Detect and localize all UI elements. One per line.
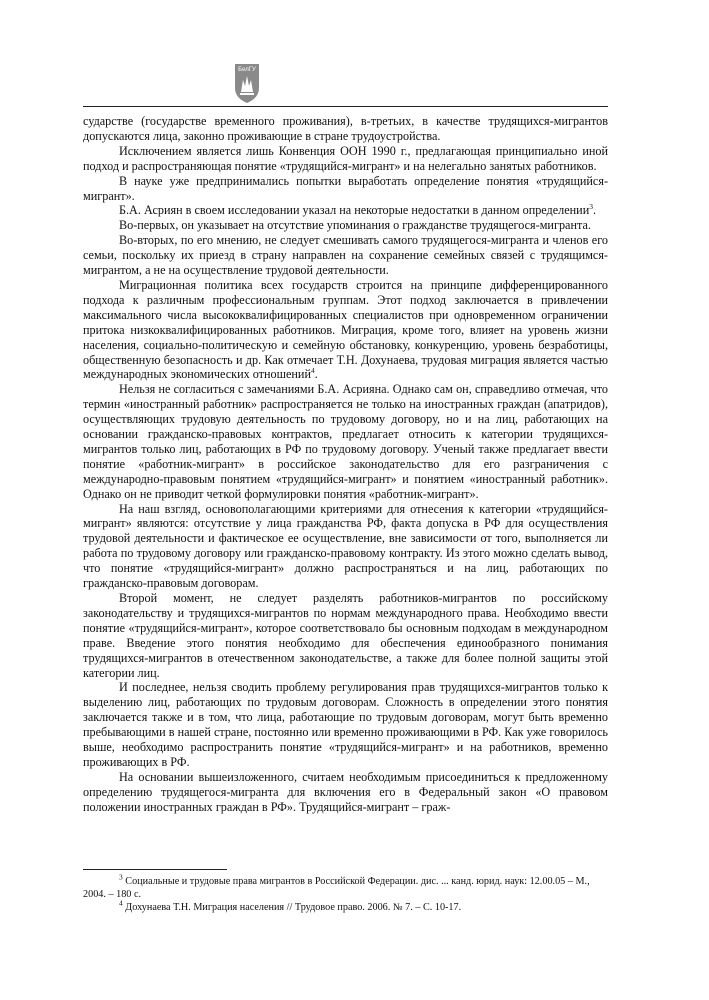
paragraph: И последнее, нельзя сводить проблему регулирования прав трудящихся-мигрантов только к выделению лиц, работающих по трудовым договорам. Сложность в определении этого понятия заключается также и в том, что лица, работающие по трудовым договорам, могут быть временно пребывающими в нашей стране, постоянно или временно проживающими в РФ. Как уже говорилось выше, необходимо распространить понятие «трудящийся-мигрант» и на работников, временно проживающих в РФ. [83, 680, 608, 769]
footnote-number: 3 [119, 872, 123, 882]
paragraph: На основании вышеизложенного, считаем необходимым присоединиться к предложенному определению трудящегося-мигранта для включения его в Федеральный закон «О правовом положении иностранных граждан в РФ». Трудящийся-мигрант – граж- [83, 769, 608, 814]
paragraph: В науке уже предпринимались попытки выработать определение понятия «трудящийся-мигрант». [83, 173, 608, 203]
footnote-text: Социальные и трудовые права мигрантов в Российской Федерации. дис. ... канд. юрид. наук: 12.00.05 – М., 2004. – 180 с. [83, 876, 590, 900]
footnote-ref: 3 [589, 202, 593, 212]
belgu-logo [233, 62, 261, 104]
paragraph: Второй момент, не следует разделять работников-мигрантов по российскому законодательству и трудящихся-мигрантов по нормам международного права. Необходимо ввести понятие «трудящийся-мигрант», которое соответствовало бы основным подходам в международном праве. Введение этого понятия необходимо для обеспечения единообразного понимания трудящихся-мигрантов в отечественном законодательстве, а также для более полной защиты этой категории лиц. [83, 591, 608, 680]
paragraph: Миграционная политика всех государств строится на принципе дифференцированного подхода к различным профессиональным группам. Этот подход заключается в привлечении максимального числа высококвалифицированных специалистов при одновременном ограничении притока низкоквалифицированных работников. Миграция, кроме того, влияет на уровень жизни населения, социально-политическую и семейную обстановку, конкуренцию, уровень безработицы, общественную безопасность и др. Как отмечает Т.Н. Дохунаева, трудовая миграция является частью международных экономических отношений$^4$. [83, 277, 608, 382]
paragraph: Во-первых, он указывает на отсутствие упоминания о гражданстве трудящегося-мигранта. [119, 218, 591, 233]
paragraph: Исключением является лишь Конвенция ООН 1990 г., предлагающая принципиально иной подход и распространяющая понятие «трудящийся-мигрант» и на нелегально занятых работников. [83, 143, 608, 173]
footnote-divider [83, 869, 227, 870]
paragraph: Б.А. Асриян в своем исследовании указал на некоторые недостатки в данном определении$^3$. [119, 202, 597, 218]
paragraph: Во-вторых, по его мнению, не следует смешивать самого трудящегося-мигранта и членов его семьи, поскольку их приезд в страну направлен на сохранение семейных связей с трудящимся-мигрантом, а не на осуществление трудовой деятельности. [83, 233, 608, 278]
header-divider [83, 106, 608, 107]
paragraph: сударстве (государстве временного проживания), в-третьих, в качестве трудящихся-мигрантов допускаются лица, законно проживающие в стране трудоустройства. [83, 114, 608, 143]
main-text [83, 114, 608, 815]
footnote-text: Дохунаева Т.Н. Миграция населения // Трудовое право. 2006. № 7. – С. 10-17. [125, 902, 462, 913]
footnote [83, 898, 608, 914]
paragraph-text: Миграционная политика всех государств строится на принципе дифференцированного подхода к различным профессиональным группам. Этот подход заключается в привлечении максимального числа высококвалифицированных специалистов при одновременном ограничении притока низкоквалифицированных работников. Миграция, кроме того, влияет на уровень жизни населения, социально-политическую и семейную обстановку, конкуренцию, уровень безработицы, общественную безопасность и др. Как отмечает Т.Н. Дохунаева, трудовая миграция является частью международных экономических отношений [83, 277, 608, 382]
footnote-ref: 4 [310, 366, 315, 376]
footnotes [83, 872, 608, 914]
paragraph-text: Б.А. Асриян в своем исследовании указал на некоторые недостатки в данном определении [119, 203, 590, 218]
footnote [83, 872, 608, 901]
footnote-number: 4 [119, 898, 123, 908]
paragraph: На наш взгляд, основополагающими критериями для отнесения к категории «трудящийся-мигрант» являются: отсутствие у лица гражданства РФ, факта допуска в РФ для осуществления трудовой деятельности и фактическое ее осуществление, вне зависимости от того, выполняется ли работа по трудовому договору или гражданско-правовому контракту. Из этого можно сделать вывод, что понятие «трудящийся-мигрант» должно распространяться и на лиц, работающих по гражданско-правовым договорам. [83, 501, 608, 591]
logo-text: БелГУ [238, 67, 256, 73]
paragraph: Нельзя не согласиться с замечаниями Б.А. Асрияна. Однако сам он, справедливо отмечая, что термин «иностранный работник» распространяется не только на иностранных граждан (апатридов), осуществляющих трудовую деятельность по трудовому договору, но и на лиц, работающих на основании гражданско-правовых контрактов, предлагает относить к категории трудящихся-мигрантов только лиц, работающих в РФ по трудовому договору. Ученый также предлагает ввести понятие «работник-мигрант» в российское законодательство для его разграничения с международно-правовым понятием «трудящийся-мигрант» и понятием «иностранный работник». Однако он не приводит четкой формулировки понятия «работник-мигрант». [83, 382, 608, 501]
